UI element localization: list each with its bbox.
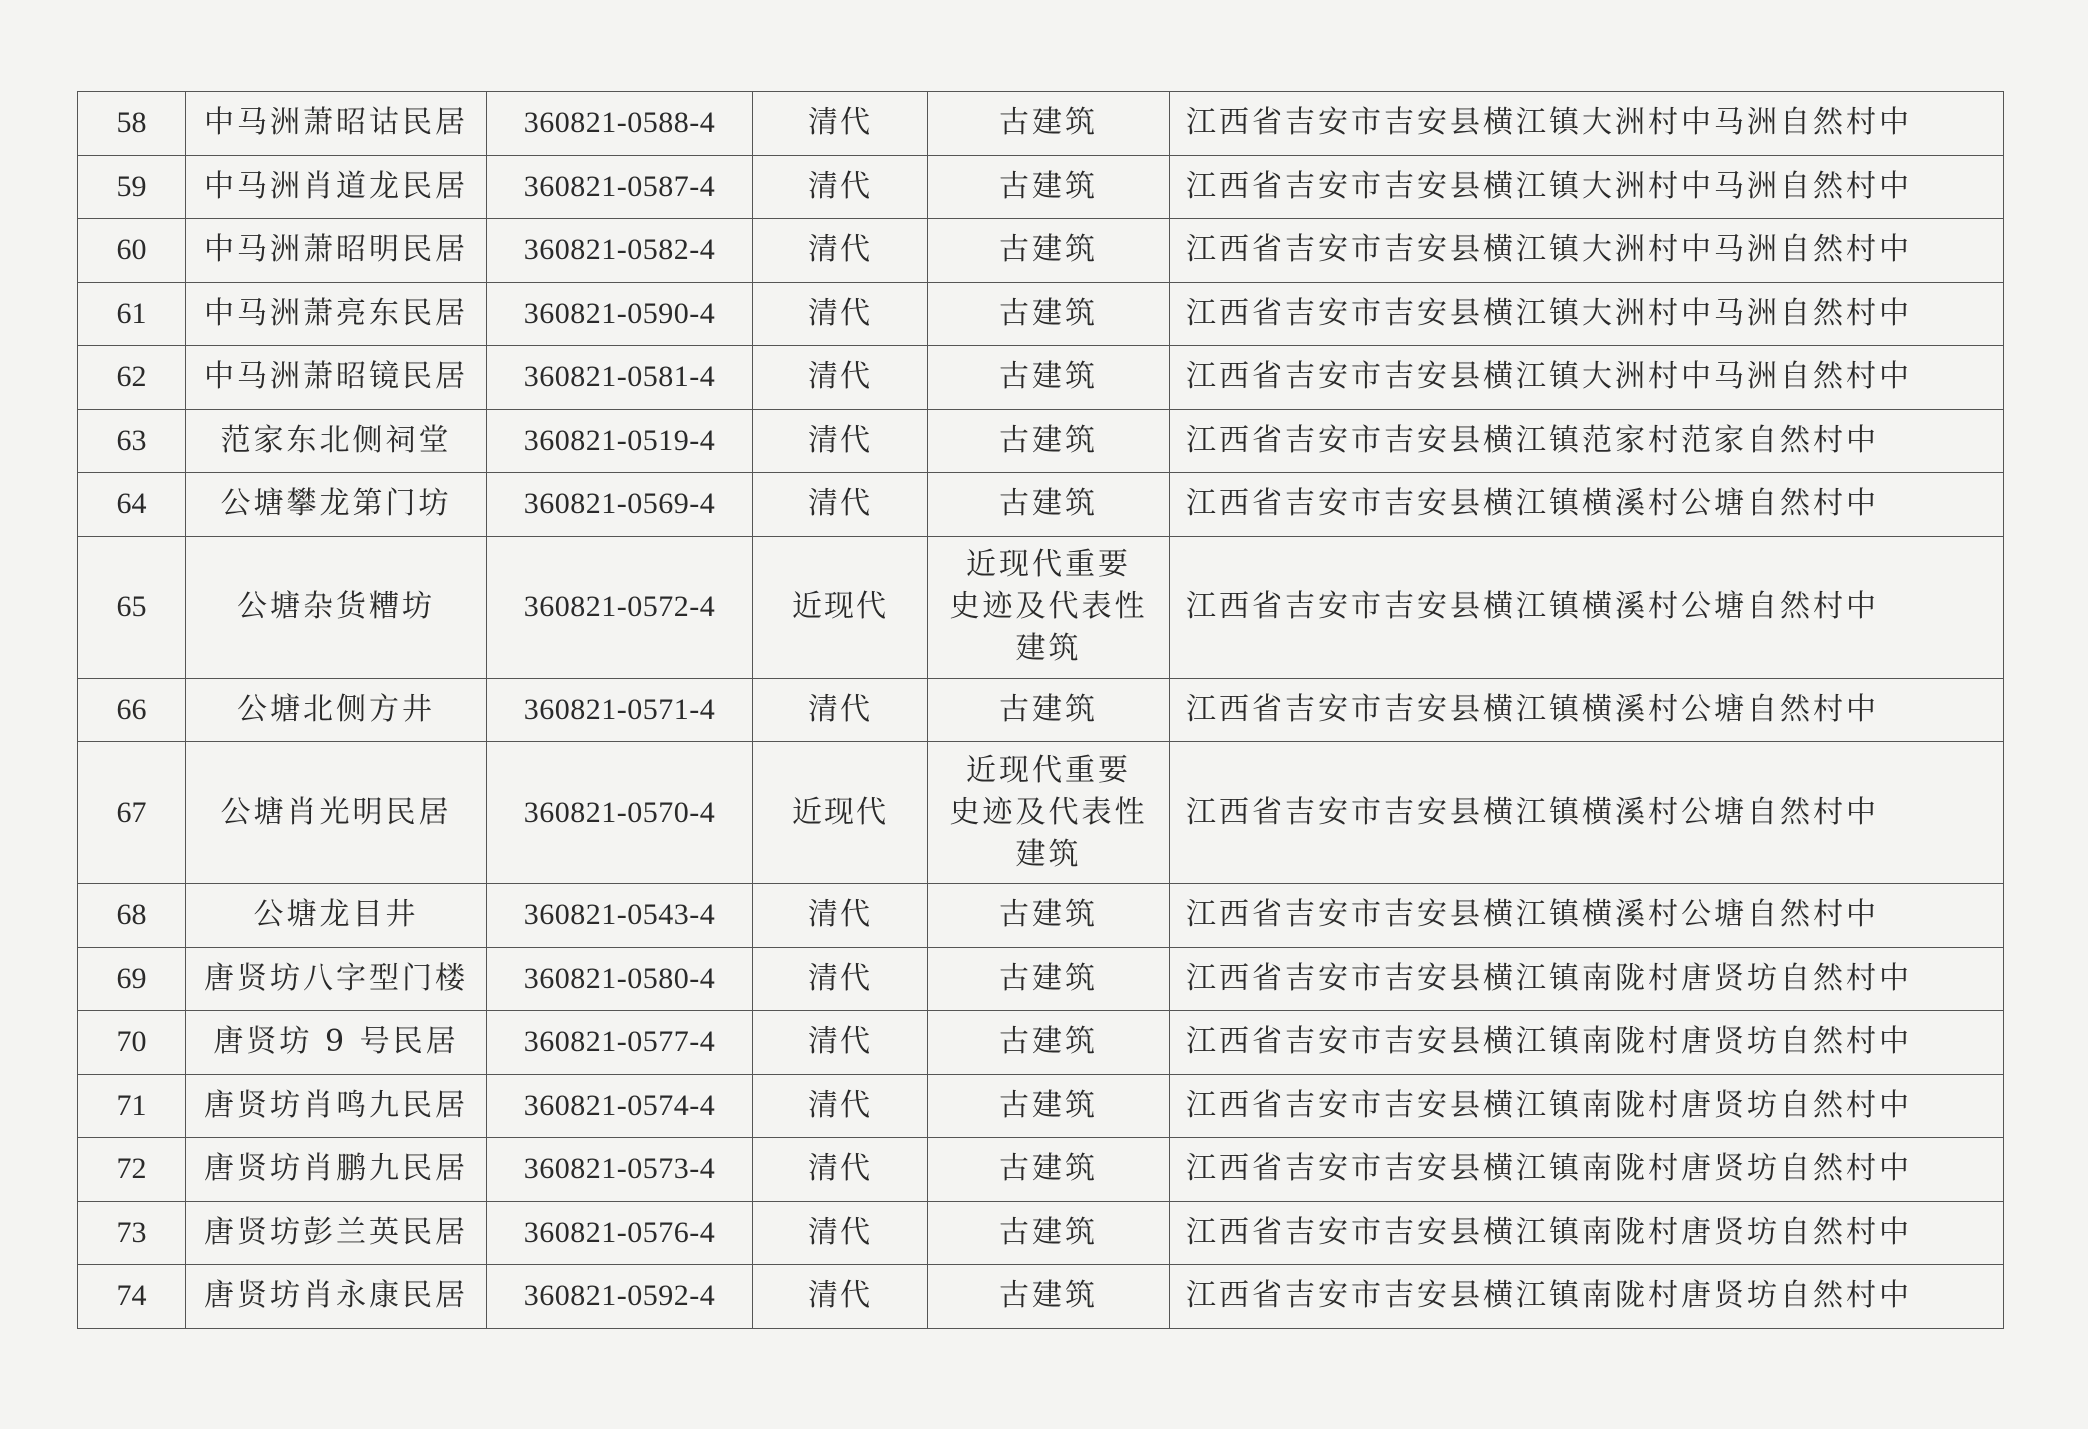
site-code: 360821-0582-4 (487, 219, 753, 283)
site-category (928, 1074, 1170, 1138)
row-number: 58 (78, 92, 186, 156)
site-code: 360821-0588-4 (487, 92, 753, 156)
site-era: 清代 (753, 1138, 928, 1202)
category-line: 古建筑 (999, 486, 1098, 522)
table-row (78, 884, 2004, 948)
site-code: 360821-0571-4 (487, 678, 753, 742)
site-name: 公塘杂货糟坊 (186, 536, 487, 678)
row-number: 72 (78, 1138, 186, 1202)
table-row (78, 92, 2004, 156)
site-name: 公塘北侧方井 (186, 678, 487, 742)
site-name: 中马洲肖道龙民居 (186, 155, 487, 219)
row-number: 66 (78, 678, 186, 742)
site-category (928, 409, 1170, 473)
site-era: 清代 (753, 346, 928, 410)
category-line: 古建筑 (999, 1278, 1098, 1314)
table-row (78, 1011, 2004, 1075)
category-line: 建筑 (1015, 631, 1082, 666)
site-category (928, 282, 1170, 346)
row-number: 68 (78, 884, 186, 948)
row-number: 61 (78, 282, 186, 346)
table-row (78, 1074, 2004, 1138)
site-category (928, 536, 1170, 678)
table-row (78, 678, 2004, 742)
site-location: 江西省吉安市吉安县横江镇南陇村唐贤坊自然村中 (1170, 1265, 2004, 1329)
site-era: 清代 (753, 473, 928, 537)
table-row (78, 742, 2004, 884)
site-category (928, 346, 1170, 410)
row-number: 59 (78, 155, 186, 219)
row-number: 70 (78, 1011, 186, 1075)
site-code: 360821-0572-4 (487, 536, 753, 678)
site-location: 江西省吉安市吉安县横江镇横溪村公塘自然村中 (1170, 678, 2004, 742)
category-line: 古建筑 (999, 422, 1098, 458)
category-line: 古建筑 (999, 1214, 1098, 1250)
site-location: 江西省吉安市吉安县横江镇大洲村中马洲自然村中 (1170, 219, 2004, 283)
category-line: 近现代重要 (966, 547, 1131, 582)
row-number: 62 (78, 346, 186, 410)
category-line: 古建筑 (999, 1151, 1098, 1187)
site-code: 360821-0543-4 (487, 884, 753, 948)
site-category (928, 678, 1170, 742)
category-line: 古建筑 (999, 359, 1098, 395)
site-location: 江西省吉安市吉安县横江镇大洲村中马洲自然村中 (1170, 155, 2004, 219)
site-location: 江西省吉安市吉安县横江镇横溪村公塘自然村中 (1170, 473, 2004, 537)
category-line: 古建筑 (999, 691, 1098, 727)
site-location: 江西省吉安市吉安县横江镇横溪村公塘自然村中 (1170, 742, 2004, 884)
site-era: 清代 (753, 282, 928, 346)
category-line: 古建筑 (999, 105, 1098, 141)
row-number: 65 (78, 536, 186, 678)
site-name: 唐贤坊肖鹏九民居 (186, 1138, 487, 1202)
row-number: 74 (78, 1265, 186, 1329)
row-number: 69 (78, 947, 186, 1011)
site-code: 360821-0569-4 (487, 473, 753, 537)
table-row (78, 536, 2004, 678)
table-row (78, 219, 2004, 283)
table-row (78, 155, 2004, 219)
row-number: 73 (78, 1201, 186, 1265)
site-name: 中马洲萧昭镜民居 (186, 346, 487, 410)
table-row (78, 1201, 2004, 1265)
site-era: 清代 (753, 1074, 928, 1138)
site-era: 清代 (753, 155, 928, 219)
category-line: 古建筑 (999, 897, 1098, 933)
site-name: 中马洲萧昭诂民居 (186, 92, 487, 156)
category-line: 古建筑 (999, 960, 1098, 996)
site-category (928, 1265, 1170, 1329)
heritage-registry-table (77, 91, 2004, 1329)
site-location: 江西省吉安市吉安县横江镇大洲村中马洲自然村中 (1170, 92, 2004, 156)
site-code: 360821-0581-4 (487, 346, 753, 410)
site-location: 江西省吉安市吉安县横江镇大洲村中马洲自然村中 (1170, 282, 2004, 346)
site-category (928, 92, 1170, 156)
row-number: 60 (78, 219, 186, 283)
site-code: 360821-0570-4 (487, 742, 753, 884)
row-number: 63 (78, 409, 186, 473)
site-name: 公塘攀龙第门坊 (186, 473, 487, 537)
site-code: 360821-0519-4 (487, 409, 753, 473)
site-location: 江西省吉安市吉安县横江镇大洲村中马洲自然村中 (1170, 346, 2004, 410)
site-name: 中马洲萧亮东民居 (186, 282, 487, 346)
table-row (78, 947, 2004, 1011)
site-era: 清代 (753, 947, 928, 1011)
site-era: 清代 (753, 219, 928, 283)
table-row (78, 282, 2004, 346)
table-row (78, 1138, 2004, 1202)
category-line: 近现代重要 (966, 752, 1131, 788)
table-body (78, 92, 2004, 1329)
site-name: 唐贤坊肖鸣九民居 (186, 1074, 487, 1138)
site-code: 360821-0577-4 (487, 1011, 753, 1075)
site-era: 清代 (753, 884, 928, 948)
row-number: 64 (78, 473, 186, 537)
site-category (928, 1138, 1170, 1202)
site-name: 唐贤坊肖永康民居 (186, 1265, 487, 1329)
category-line: 古建筑 (999, 168, 1098, 204)
site-category (928, 1011, 1170, 1075)
site-code: 360821-0587-4 (487, 155, 753, 219)
site-era: 清代 (753, 1011, 928, 1075)
category-line: 古建筑 (999, 295, 1098, 331)
site-location: 江西省吉安市吉安县横江镇南陇村唐贤坊自然村中 (1170, 1011, 2004, 1075)
site-category (928, 219, 1170, 283)
site-name: 公塘肖光明民居 (186, 742, 487, 884)
site-era: 清代 (753, 1265, 928, 1329)
category-line: 建筑 (1015, 836, 1082, 872)
category-line: 古建筑 (999, 1087, 1098, 1123)
site-name: 唐贤坊彭兰英民居 (186, 1201, 487, 1265)
site-code: 360821-0574-4 (487, 1074, 753, 1138)
category-line: 古建筑 (999, 232, 1098, 268)
site-era: 清代 (753, 678, 928, 742)
site-era: 近现代 (753, 536, 928, 678)
site-era: 清代 (753, 1201, 928, 1265)
site-location: 江西省吉安市吉安县横江镇横溪村公塘自然村中 (1170, 536, 2004, 678)
site-location: 江西省吉安市吉安县横江镇南陇村唐贤坊自然村中 (1170, 1074, 2004, 1138)
site-code: 360821-0580-4 (487, 947, 753, 1011)
site-category (928, 947, 1170, 1011)
table-row (78, 346, 2004, 410)
row-number: 71 (78, 1074, 186, 1138)
site-location: 江西省吉安市吉安县横江镇南陇村唐贤坊自然村中 (1170, 1138, 2004, 1202)
site-name: 中马洲萧昭明民居 (186, 219, 487, 283)
site-location: 江西省吉安市吉安县横江镇范家村范家自然村中 (1170, 409, 2004, 473)
table-row (78, 473, 2004, 537)
category-line: 史迹及代表性 (949, 794, 1148, 830)
site-code: 360821-0576-4 (487, 1201, 753, 1265)
site-location: 江西省吉安市吉安县横江镇横溪村公塘自然村中 (1170, 884, 2004, 948)
site-name: 唐贤坊 9 号民居 (186, 1011, 487, 1075)
table-row (78, 1265, 2004, 1329)
site-location: 江西省吉安市吉安县横江镇南陇村唐贤坊自然村中 (1170, 1201, 2004, 1265)
site-era: 清代 (753, 409, 928, 473)
site-code: 360821-0590-4 (487, 282, 753, 346)
site-name: 唐贤坊八字型门楼 (186, 947, 487, 1011)
site-code: 360821-0573-4 (487, 1138, 753, 1202)
table-row (78, 409, 2004, 473)
site-location: 江西省吉安市吉安县横江镇南陇村唐贤坊自然村中 (1170, 947, 2004, 1011)
site-category (928, 742, 1170, 884)
site-name: 范家东北侧祠堂 (186, 409, 487, 473)
site-category (928, 155, 1170, 219)
category-line: 史迹及代表性 (949, 589, 1148, 624)
site-category (928, 1201, 1170, 1265)
site-era: 清代 (753, 92, 928, 156)
site-category (928, 884, 1170, 948)
site-code: 360821-0592-4 (487, 1265, 753, 1329)
site-era: 近现代 (753, 742, 928, 884)
category-line: 古建筑 (999, 1024, 1098, 1060)
site-name: 公塘龙目井 (186, 884, 487, 948)
site-category (928, 473, 1170, 537)
row-number: 67 (78, 742, 186, 884)
